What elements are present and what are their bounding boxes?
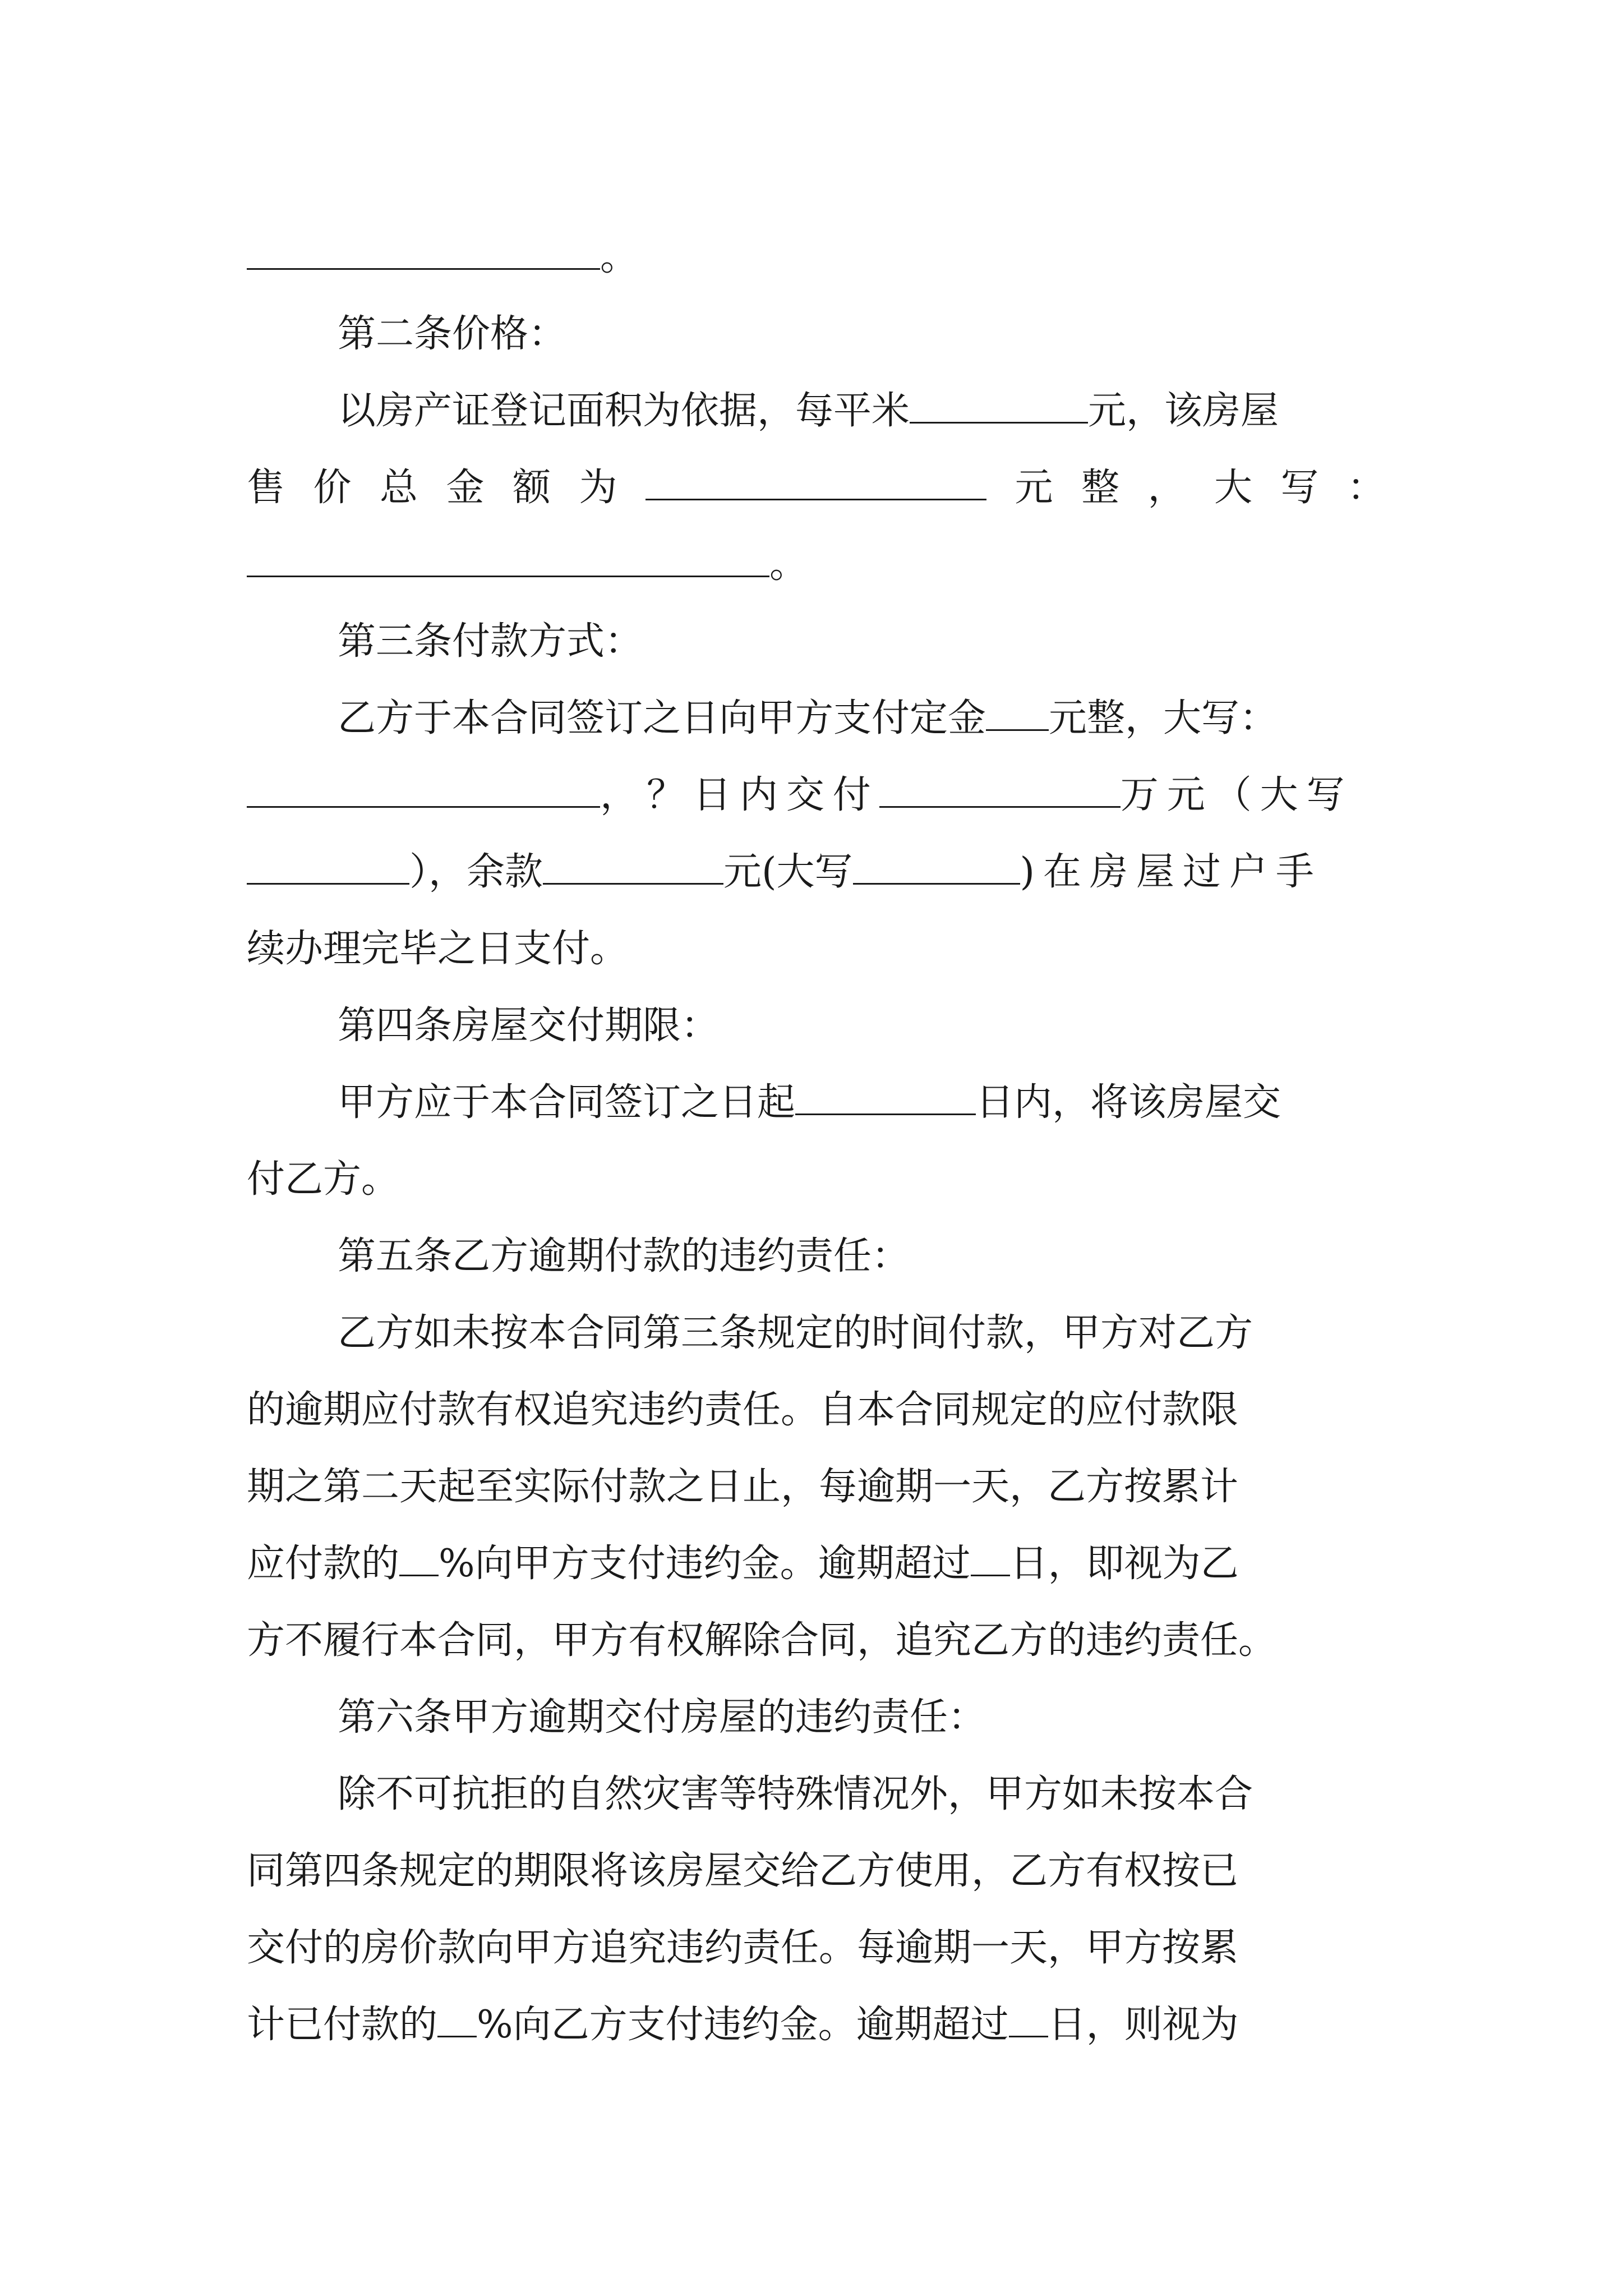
text: ），余款 bbox=[409, 850, 543, 894]
balance-capital-blank[interactable] bbox=[853, 848, 1020, 885]
char: 写 bbox=[1280, 466, 1319, 510]
deposit-blank[interactable] bbox=[986, 694, 1049, 731]
text: 日，则视为 bbox=[1048, 2003, 1239, 2047]
text: 。 bbox=[600, 235, 639, 279]
text: %向甲方支付违约金。逾期超过 bbox=[439, 1542, 971, 1586]
article-6-line-2 bbox=[247, 1833, 1385, 1910]
article-4-title bbox=[247, 987, 1385, 1064]
char: ： bbox=[1347, 466, 1385, 510]
text: 甲方应于本合同签订之日起 bbox=[338, 1080, 796, 1125]
penalty-rate-blank[interactable] bbox=[399, 1540, 439, 1576]
article-2-line-1 bbox=[247, 372, 1385, 449]
document-page bbox=[247, 219, 1385, 2063]
article-5-line-1 bbox=[247, 1295, 1385, 1372]
text: 方不履行本合同，甲方有权解除合同，追究乙方的违约责任。 bbox=[247, 1618, 1277, 1663]
text: 。 bbox=[769, 542, 808, 587]
text: 的逾期应付款有权追究违约责任。自本合同规定的应付款限 bbox=[247, 1388, 1239, 1432]
text: 交付的房价款向甲方追究违约责任。每逾期一天，甲方按累 bbox=[247, 1926, 1239, 1970]
text: )在房屋过户手 bbox=[1020, 850, 1322, 894]
overdue-days-blank[interactable] bbox=[971, 1540, 1010, 1576]
article-2-line-2 bbox=[247, 449, 1385, 526]
text: 应付款的 bbox=[247, 1542, 400, 1586]
article-6-title bbox=[247, 1679, 1385, 1756]
payment-amount-blank[interactable] bbox=[879, 771, 1121, 808]
char: ， bbox=[1147, 466, 1186, 510]
text: 元整，大写： bbox=[1049, 696, 1278, 740]
article-6-line-4 bbox=[247, 1986, 1385, 2063]
article-5-line-2 bbox=[247, 1372, 1385, 1448]
article-3-line-3 bbox=[247, 834, 1385, 910]
heading: 第三条付款方式： bbox=[338, 619, 643, 664]
price-per-sqm-blank[interactable] bbox=[910, 387, 1088, 424]
char: 总 bbox=[380, 466, 418, 510]
text: 期之第二天起至实际付款之日止，每逾期一天，乙方按累计 bbox=[247, 1465, 1239, 1509]
article-5-line-3 bbox=[247, 1448, 1385, 1525]
article-6-line-3 bbox=[247, 1910, 1385, 1986]
article-5-line-4 bbox=[247, 1525, 1385, 1602]
char: 金 bbox=[446, 466, 485, 510]
heading: 第六条甲方逾期交付房屋的违约责任： bbox=[338, 1695, 986, 1740]
text: 以房产证登记面积为依据，每平米 bbox=[338, 389, 910, 433]
article-4-line-1 bbox=[247, 1064, 1385, 1141]
article-6-line-1 bbox=[247, 1756, 1385, 1833]
line-1 bbox=[247, 219, 1385, 296]
penalty-rate-blank[interactable] bbox=[437, 2001, 477, 2037]
text: 除不可抗拒的自然灾害等特殊情况外，甲方如未按本合 bbox=[338, 1772, 1253, 1816]
char: 为 bbox=[579, 466, 617, 510]
balance-blank[interactable] bbox=[543, 848, 723, 885]
text: 元，该房屋 bbox=[1088, 389, 1279, 433]
text: 日，即视为乙 bbox=[1009, 1542, 1239, 1586]
text: 计已付款的 bbox=[247, 2003, 438, 2047]
blank-field[interactable] bbox=[247, 233, 600, 270]
text: 同第四条规定的期限将该房屋交给乙方使用，乙方有权按已 bbox=[247, 1849, 1239, 1893]
char: 额 bbox=[513, 466, 551, 510]
char: 整 bbox=[1081, 466, 1119, 510]
heading: 第五条乙方逾期付款的违约责任： bbox=[338, 1234, 910, 1278]
text: 乙方于本合同签订之日向甲方支付定金 bbox=[338, 696, 986, 740]
payment-capital-blank[interactable] bbox=[247, 848, 409, 885]
char: 价 bbox=[313, 466, 352, 510]
deposit-capital-blank[interactable] bbox=[247, 771, 600, 808]
text: 万元（大写 bbox=[1120, 773, 1353, 817]
article-2-line-3 bbox=[247, 526, 1385, 603]
article-3-line-4 bbox=[247, 910, 1385, 987]
article-5-title bbox=[247, 1218, 1385, 1295]
total-price-blank[interactable] bbox=[645, 464, 986, 500]
article-2-title bbox=[247, 296, 1385, 372]
article-5-line-5 bbox=[247, 1602, 1385, 1679]
char: 大 bbox=[1214, 466, 1252, 510]
total-price-capital-blank[interactable] bbox=[247, 541, 769, 577]
text: 日内，将该房屋交 bbox=[976, 1080, 1281, 1125]
text: 付乙方。 bbox=[247, 1157, 400, 1202]
heading: 第二条价格： bbox=[338, 312, 567, 356]
article-3-line-2 bbox=[247, 757, 1385, 834]
text: 元(大写 bbox=[723, 850, 853, 894]
text: 乙方如未按本合同第三条规定的时间付款，甲方对乙方 bbox=[338, 1311, 1253, 1355]
char: 元 bbox=[1015, 466, 1053, 510]
text: %向乙方支付违约金。逾期超过 bbox=[477, 2003, 1009, 2047]
article-3-title bbox=[247, 603, 1385, 680]
overdue-days-blank[interactable] bbox=[1009, 2001, 1048, 2037]
text: 续办理完毕之日支付。 bbox=[247, 927, 629, 971]
delivery-days-blank[interactable] bbox=[795, 1079, 976, 1115]
heading: 第四条房屋交付期限： bbox=[338, 1004, 720, 1048]
article-3-line-1 bbox=[247, 680, 1385, 757]
char: 售 bbox=[247, 466, 285, 510]
article-4-line-2 bbox=[247, 1141, 1385, 1218]
text: ，？日内交付 bbox=[600, 773, 879, 817]
